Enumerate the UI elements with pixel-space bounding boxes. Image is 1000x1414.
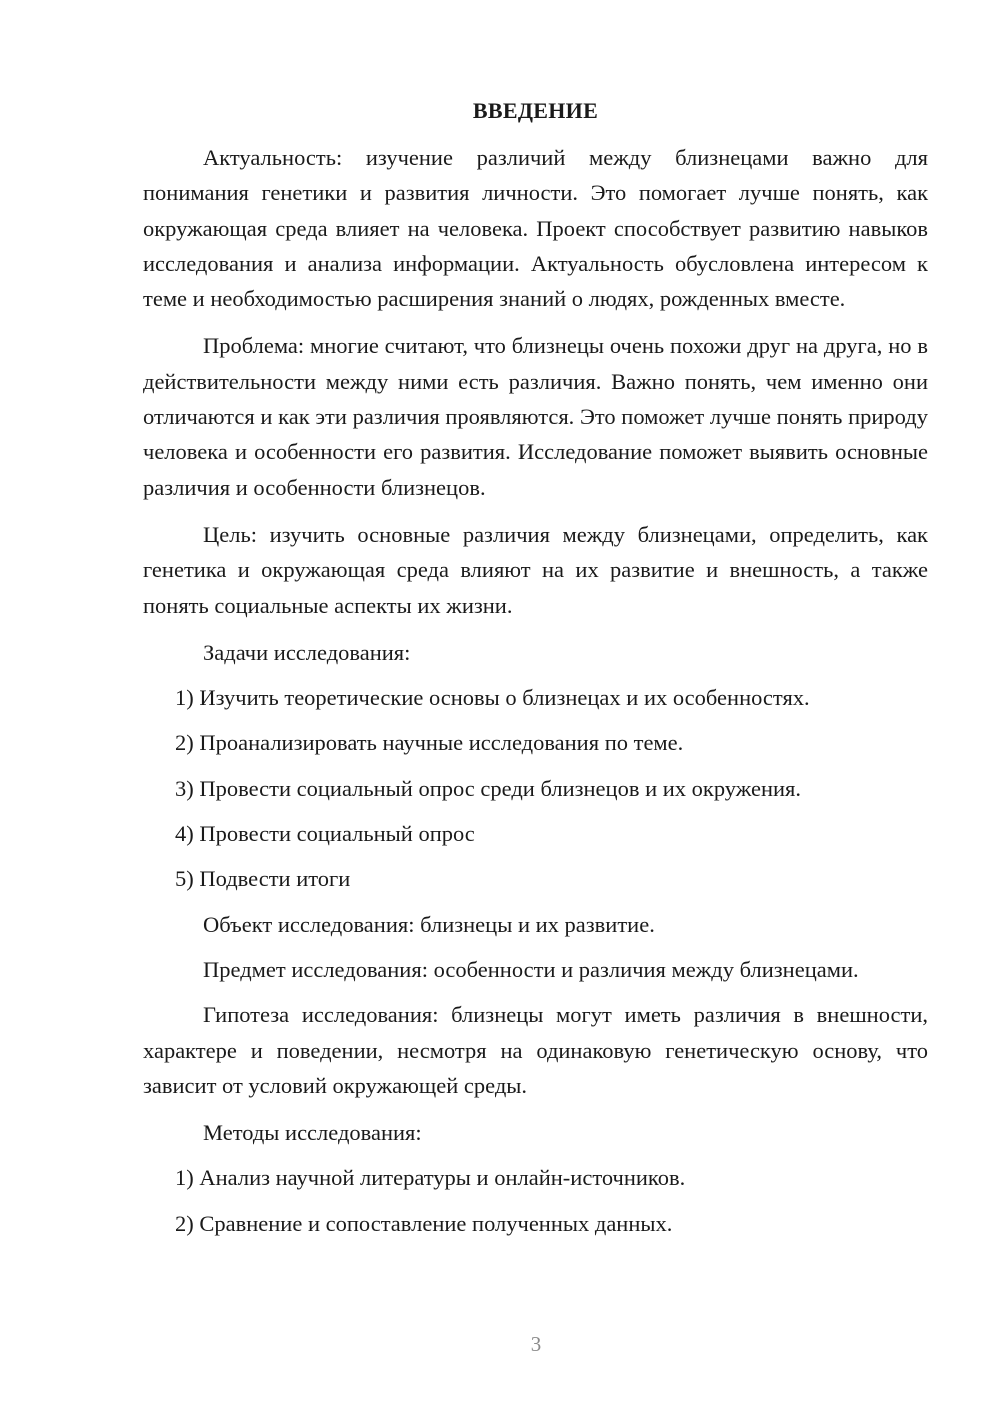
goal-paragraph: Цель: изучить основные различия между близнецами, определить, как генетика и окружающая среда влияют на их развитие и внешность, а также понять социальные аспекты их жизни. bbox=[143, 521, 928, 618]
relevance-paragraph: Актуальность: изучение различий между близнецами важно для понимания генетики и развития личности. Это помогает лучше понять, как окружающая среда влияет на человека. Проект способствует развитию навыков исследования и анализа информации. Актуальность обусловлена интересом к теме и необходимостью расширения знаний о людях, рожденных вместе. bbox=[143, 145, 928, 312]
problem-paragraph: Проблема: многие считают, что близнецы очень похожи друг на друга, но в действительности между ними есть различия. Важно понять, чем именно они отличаются и как эти различия проявляются. Это поможет лучше понять природу человека и особенности его развития. Исследование поможет выявить основные различия и особенности близнецов. bbox=[143, 333, 928, 500]
tasks-heading: Задачи исследования: bbox=[203, 639, 411, 665]
list-item: 1) Анализ научной литературы и онлайн-источников. bbox=[175, 1165, 686, 1191]
page-number: 3 bbox=[530, 1332, 542, 1356]
page-content bbox=[143, 96, 928, 1251]
methods-list bbox=[143, 1160, 928, 1241]
section-title: ВВЕДЕНИЕ bbox=[472, 98, 599, 123]
list-item: 1) Изучить теоретические основы о близнецах и их особенностях. bbox=[175, 685, 810, 711]
list-item: 5) Подвести итоги bbox=[175, 866, 351, 892]
list-item: 2) Сравнение и сопоставление полученных данных. bbox=[175, 1210, 673, 1236]
list-item: 2) Проанализировать научные исследования по теме. bbox=[175, 730, 684, 756]
object-line: Объект исследования: близнецы и их развитие. bbox=[203, 911, 655, 937]
list-item: 3) Провести социальный опрос среди близнецов и их окружения. bbox=[175, 775, 802, 801]
tasks-list bbox=[143, 680, 928, 896]
subject-line: Предмет исследования: особенности и различия между близнецами. bbox=[203, 956, 859, 982]
list-item: 4) Провести социальный опрос bbox=[175, 821, 475, 847]
hypothesis-paragraph: Гипотеза исследования: близнецы могут иметь различия в внешности, характере и поведении, несмотря на одинаковую генетическую основу, что зависит от условий окружающей среды. bbox=[143, 1002, 928, 1098]
methods-heading: Методы исследования: bbox=[203, 1120, 422, 1146]
